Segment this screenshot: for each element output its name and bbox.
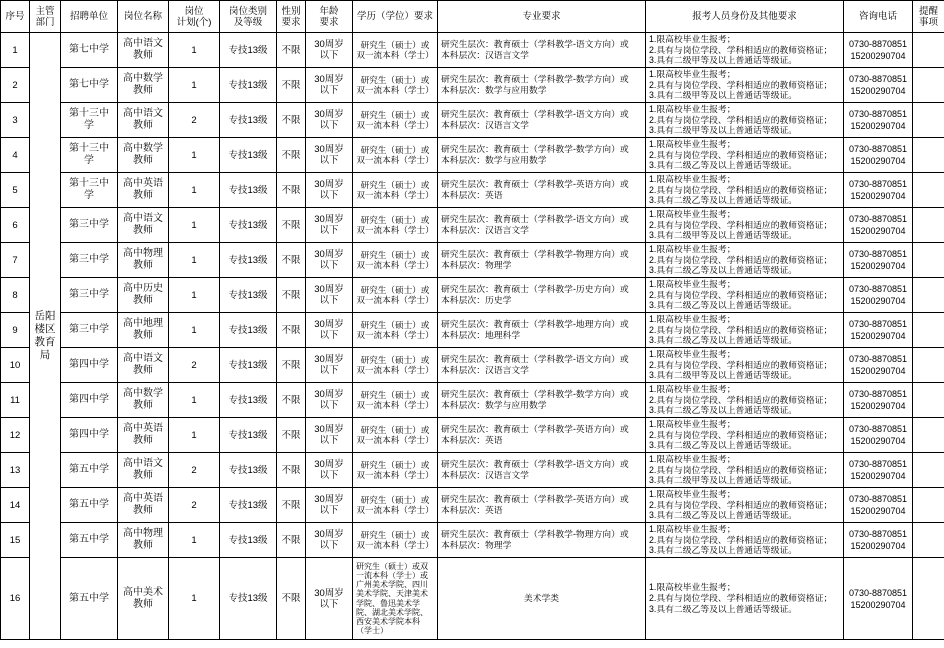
cell-major: 研究生层次：教育硕士（学科教学-历史方向）或 本科层次：历史学 [438,278,646,313]
header-gender: 性别 要求 [277,1,306,33]
header-phone: 咨询电话 [844,1,913,33]
cell-plan: 1 [169,383,220,418]
cell-age: 30周岁以下 [306,243,353,278]
cell-post: 高中语文教师 [118,348,169,383]
cell-unit: 第十三中学 [61,173,118,208]
cell-age: 30周岁以下 [306,68,353,103]
cell-req: 1.限高校毕业生报考； 2.具有与岗位学段、学科相适应的教师资格证； 3.具有二级乙等及以上普通话等级证。 [646,418,844,453]
cell-level: 专技13级 [220,208,277,243]
cell-age: 30周岁以下 [306,488,353,523]
header-unit: 招聘单位 [61,1,118,33]
cell-no: 16 [1,558,30,640]
cell-plan: 2 [169,453,220,488]
cell-major: 研究生层次：教育硕士（学科教学-语文方向）或 本科层次：汉语言文学 [438,453,646,488]
cell-note [913,488,944,523]
cell-level: 专技13级 [220,278,277,313]
cell-req: 1.限高校毕业生报考； 2.具有与岗位学段、学科相适应的教师资格证； 3.具有二级乙等及以上普通话等级证。 [646,558,844,640]
cell-level: 专技13级 [220,488,277,523]
cell-level: 专技13级 [220,173,277,208]
cell-level: 专技13级 [220,523,277,558]
cell-plan: 1 [169,418,220,453]
table-body [1,33,944,640]
cell-edu: 研究生（硕士）或 双一流本科（学士） [353,243,438,278]
cell-plan: 1 [169,33,220,68]
cell-phone: 0730-8870851 15200290704 [844,208,913,243]
cell-major: 研究生层次：教育硕士（学科教学-数学方向）或 本科层次：数学与应用数学 [438,138,646,173]
cell-post: 高中语文教师 [118,103,169,138]
cell-edu: 研究生（硕士）或 双一流本科（学士） [353,453,438,488]
cell-phone: 0730-8870851 15200290704 [844,278,913,313]
cell-age: 30周岁以下 [306,523,353,558]
cell-age: 30周岁以下 [306,453,353,488]
table-row [1,383,944,418]
cell-req: 1.限高校毕业生报考； 2.具有与岗位学段、学科相适应的教师资格证； 3.具有二级甲等及以上普通话等级证。 [646,348,844,383]
cell-phone: 0730-8870851 15200290704 [844,558,913,640]
cell-req: 1.限高校毕业生报考； 2.具有与岗位学段、学科相适应的教师资格证； 3.具有二级乙等及以上普通话等级证。 [646,313,844,348]
header-major: 专业要求 [438,1,646,33]
table-row [1,33,944,68]
cell-edu: 研究生（硕士）或 双一流本科（学士） [353,418,438,453]
cell-req: 1.限高校毕业生报考； 2.具有与岗位学段、学科相适应的教师资格证； 3.具有二级乙等及以上普通话等级证。 [646,523,844,558]
cell-no: 8 [1,278,30,313]
cell-gender: 不限 [277,173,306,208]
table-row [1,103,944,138]
cell-note [913,348,944,383]
cell-no: 5 [1,173,30,208]
cell-phone: 0730-8870851 15200290704 [844,138,913,173]
cell-plan: 1 [169,243,220,278]
cell-gender: 不限 [277,348,306,383]
cell-phone: 0730-8870851 15200290704 [844,418,913,453]
cell-plan: 1 [169,173,220,208]
cell-major: 研究生层次：教育硕士（学科教学-英语方向）或 本科层次：英语 [438,488,646,523]
cell-req: 1.限高校毕业生报考； 2.具有与岗位学段、学科相适应的教师资格证； 3.具有二级乙等及以上普通话等级证。 [646,488,844,523]
cell-age: 30周岁以下 [306,138,353,173]
cell-note [913,68,944,103]
cell-plan: 1 [169,278,220,313]
header-plan: 岗位 计划(个) [169,1,220,33]
table-row [1,243,944,278]
cell-unit: 第三中学 [61,313,118,348]
cell-major: 研究生层次：教育硕士（学科教学-数学方向）或 本科层次：数学与应用数学 [438,68,646,103]
header-note: 提醒 事项 [913,1,944,33]
table-row [1,68,944,103]
cell-edu: 研究生（硕士）或 双一流本科（学士） [353,68,438,103]
cell-unit: 第十三中学 [61,138,118,173]
cell-plan: 1 [169,313,220,348]
cell-plan: 1 [169,558,220,640]
cell-gender: 不限 [277,208,306,243]
cell-unit: 第四中学 [61,418,118,453]
cell-note [913,313,944,348]
cell-plan: 2 [169,348,220,383]
cell-major: 研究生层次：教育硕士（学科教学-语文方向）或 本科层次：汉语言文学 [438,103,646,138]
table-row [1,208,944,243]
header-seq: 序号 [1,1,30,33]
cell-note [913,103,944,138]
cell-post: 高中英语教师 [118,418,169,453]
cell-req: 1.限高校毕业生报考； 2.具有与岗位学段、学科相适应的教师资格证； 3.具有二级乙等及以上普通话等级证。 [646,278,844,313]
cell-gender: 不限 [277,523,306,558]
cell-req: 1.限高校毕业生报考； 2.具有与岗位学段、学科相适应的教师资格证； 3.具有二级甲等及以上普通话等级证。 [646,33,844,68]
cell-level: 专技13级 [220,68,277,103]
cell-age: 30周岁以下 [306,313,353,348]
cell-level: 专技13级 [220,243,277,278]
cell-major: 研究生层次：教育硕士（学科教学-英语方向）或 本科层次：英语 [438,418,646,453]
cell-note [913,418,944,453]
cell-unit: 第五中学 [61,453,118,488]
cell-edu: 研究生（硕士）或 双一流本科（学士） [353,488,438,523]
cell-no: 14 [1,488,30,523]
cell-note [913,278,944,313]
cell-unit: 第三中学 [61,278,118,313]
cell-req: 1.限高校毕业生报考； 2.具有与岗位学段、学科相适应的教师资格证； 3.具有二级乙等及以上普通话等级证。 [646,243,844,278]
cell-unit: 第十三中学 [61,103,118,138]
cell-age: 30周岁以下 [306,208,353,243]
cell-no: 7 [1,243,30,278]
cell-req: 1.限高校毕业生报考； 2.具有与岗位学段、学科相适应的教师资格证； 3.具有二级乙等及以上普通话等级证。 [646,173,844,208]
cell-req: 1.限高校毕业生报考； 2.具有与岗位学段、学科相适应的教师资格证； 3.具有二级甲等及以上普通话等级证。 [646,103,844,138]
cell-level: 专技13级 [220,103,277,138]
header-age: 年龄 要求 [306,1,353,33]
cell-plan: 1 [169,68,220,103]
cell-no: 4 [1,138,30,173]
cell-edu: 研究生（硕士）或 双一流本科（学士） [353,383,438,418]
header-education: 学历（学位）要求 [353,1,438,33]
cell-no: 15 [1,523,30,558]
header-department: 主管 部门 [30,1,61,33]
cell-post: 高中语文教师 [118,33,169,68]
cell-plan: 1 [169,523,220,558]
cell-level: 专技13级 [220,453,277,488]
cell-post: 高中语文教师 [118,453,169,488]
cell-no: 3 [1,103,30,138]
cell-req: 1.限高校毕业生报考； 2.具有与岗位学段、学科相适应的教师资格证； 3.具有二级乙等及以上普通话等级证。 [646,383,844,418]
cell-post: 高中语文教师 [118,208,169,243]
cell-age: 30周岁以下 [306,348,353,383]
cell-major: 研究生层次：教育硕士（学科教学-英语方向）或 本科层次：英语 [438,173,646,208]
cell-note [913,383,944,418]
cell-major: 研究生层次：教育硕士（学科教学-地理方向）或 本科层次：地理科学 [438,313,646,348]
cell-age: 30周岁以下 [306,278,353,313]
cell-unit: 第五中学 [61,558,118,640]
cell-req: 1.限高校毕业生报考； 2.具有与岗位学段、学科相适应的教师资格证； 3.具有二级甲等及以上普通话等级证。 [646,68,844,103]
cell-edu: 研究生（硕士）或 双一流本科（学士） [353,138,438,173]
cell-gender: 不限 [277,313,306,348]
table-row [1,558,944,640]
cell-plan: 2 [169,488,220,523]
cell-post: 高中物理教师 [118,523,169,558]
cell-unit: 第五中学 [61,488,118,523]
cell-unit: 第四中学 [61,348,118,383]
cell-gender: 不限 [277,103,306,138]
cell-major: 美术学类 [438,558,646,640]
cell-post: 高中地理教师 [118,313,169,348]
cell-level: 专技13级 [220,138,277,173]
cell-edu: 研究生（硕士）或 双一流本科（学士） [353,173,438,208]
table-row [1,523,944,558]
cell-unit: 第三中学 [61,243,118,278]
cell-age: 30周岁以下 [306,418,353,453]
cell-level: 专技13级 [220,33,277,68]
cell-gender: 不限 [277,418,306,453]
cell-gender: 不限 [277,138,306,173]
cell-no: 9 [1,313,30,348]
table-row [1,278,944,313]
cell-phone: 0730-8870851 15200290704 [844,453,913,488]
cell-age: 30周岁以下 [306,173,353,208]
cell-phone: 0730-8870851 15200290704 [844,173,913,208]
cell-post: 高中数学教师 [118,68,169,103]
table-row [1,453,944,488]
table-row [1,348,944,383]
cell-edu: 研究生（硕士）或 双一流本科（学士） [353,208,438,243]
cell-unit: 第七中学 [61,68,118,103]
cell-post: 高中历史教师 [118,278,169,313]
cell-major: 研究生层次：教育硕士（学科教学-物理方向）或 本科层次：物理学 [438,523,646,558]
cell-edu: 研究生（硕士）或 双一流本科（学士） [353,103,438,138]
cell-department: 岳阳楼区教育局 [30,33,61,640]
cell-no: 1 [1,33,30,68]
table-row [1,138,944,173]
cell-unit: 第四中学 [61,383,118,418]
cell-post: 高中英语教师 [118,488,169,523]
cell-gender: 不限 [277,488,306,523]
cell-gender: 不限 [277,278,306,313]
cell-note [913,33,944,68]
table-row [1,173,944,208]
cell-note [913,208,944,243]
cell-no: 10 [1,348,30,383]
table-row [1,488,944,523]
cell-edu: 研究生（硕士）或 双一流本科（学士） [353,33,438,68]
cell-edu: 研究生（硕士）或 双一流本科（学士） [353,523,438,558]
cell-gender: 不限 [277,243,306,278]
cell-req: 1.限高校毕业生报考； 2.具有与岗位学段、学科相适应的教师资格证； 3.具有二级甲等及以上普通话等级证。 [646,208,844,243]
cell-level: 专技13级 [220,418,277,453]
cell-phone: 0730-8870851 15200290704 [844,488,913,523]
cell-no: 6 [1,208,30,243]
cell-phone: 0730-8870851 15200290704 [844,348,913,383]
cell-major: 研究生层次：教育硕士（学科教学-语文方向）或 本科层次：汉语言文学 [438,208,646,243]
cell-no: 13 [1,453,30,488]
table-row [1,313,944,348]
cell-major: 研究生层次：教育硕士（学科教学-物理方向）或 本科层次：物理学 [438,243,646,278]
cell-req: 1.限高校毕业生报考； 2.具有与岗位学段、学科相适应的教师资格证； 3.具有二级乙等及以上普通话等级证。 [646,138,844,173]
cell-note [913,453,944,488]
cell-plan: 1 [169,138,220,173]
cell-no: 2 [1,68,30,103]
cell-no: 11 [1,383,30,418]
cell-phone: 0730-8870851 15200290704 [844,103,913,138]
cell-gender: 不限 [277,68,306,103]
cell-post: 高中数学教师 [118,138,169,173]
cell-note [913,523,944,558]
cell-note [913,558,944,640]
cell-gender: 不限 [277,33,306,68]
cell-age: 30周岁以下 [306,558,353,640]
cell-phone: 0730-8870851 15200290704 [844,383,913,418]
cell-level: 专技13级 [220,558,277,640]
cell-major: 研究生层次：教育硕士（学科教学-数学方向）或 本科层次：数学与应用数学 [438,383,646,418]
cell-note [913,138,944,173]
cell-post: 高中物理教师 [118,243,169,278]
cell-unit: 第五中学 [61,523,118,558]
header-post: 岗位名称 [118,1,169,33]
cell-level: 专技13级 [220,313,277,348]
cell-edu: 研究生（硕士）或 双一流本科（学士） [353,313,438,348]
cell-phone: 0730-8870851 15200290704 [844,313,913,348]
cell-phone: 0730-8870851 15200290704 [844,523,913,558]
cell-age: 30周岁以下 [306,33,353,68]
header-row [1,1,944,33]
cell-post: 高中数学教师 [118,383,169,418]
cell-plan: 2 [169,103,220,138]
cell-post: 高中英语教师 [118,173,169,208]
cell-gender: 不限 [277,383,306,418]
cell-age: 30周岁以下 [306,383,353,418]
cell-level: 专技13级 [220,383,277,418]
cell-major: 研究生层次：教育硕士（学科教学-语文方向）或 本科层次：汉语言文学 [438,33,646,68]
table-row [1,418,944,453]
cell-plan: 1 [169,208,220,243]
cell-edu: 研究生（硕士）或 双一流本科（学士） [353,348,438,383]
header-requirements: 报考人员身份及其他要求 [646,1,844,33]
cell-req: 1.限高校毕业生报考； 2.具有与岗位学段、学科相适应的教师资格证； 3.具有二级甲等及以上普通话等级证。 [646,453,844,488]
cell-edu: 研究生（硕士）或 双一流本科（学士） [353,278,438,313]
cell-phone: 0730-8870851 15200290704 [844,33,913,68]
cell-no: 12 [1,418,30,453]
cell-note [913,243,944,278]
cell-major: 研究生层次：教育硕士（学科教学-语文方向）或 本科层次：汉语言文学 [438,348,646,383]
cell-level: 专技13级 [220,348,277,383]
header-level: 岗位类别 及等级 [220,1,277,33]
cell-phone: 0730-8870851 15200290704 [844,68,913,103]
cell-edu: 研究生（硕士）或双一流本科（学士）或广州美术学院、四川美术学院、天津美术学院、鲁迅美术学院、湖北美术学院、西安美术学院本科（学士） [353,558,438,640]
cell-phone: 0730-8870851 15200290704 [844,243,913,278]
cell-unit: 第七中学 [61,33,118,68]
cell-unit: 第三中学 [61,208,118,243]
cell-gender: 不限 [277,453,306,488]
cell-post: 高中美术教师 [118,558,169,640]
cell-note [913,173,944,208]
cell-age: 30周岁以下 [306,103,353,138]
cell-gender: 不限 [277,558,306,640]
